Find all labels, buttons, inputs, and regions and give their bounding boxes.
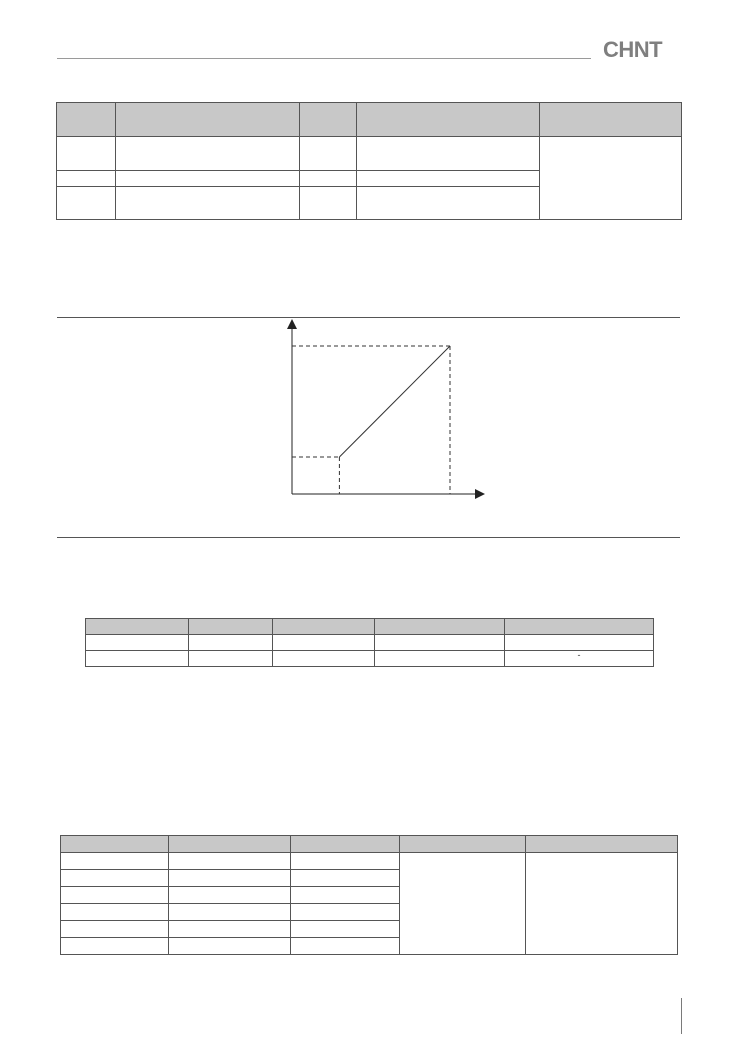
table-cell	[273, 651, 375, 667]
table-cell	[273, 635, 375, 651]
table-cell	[189, 635, 273, 651]
table-cell	[357, 187, 540, 220]
table-cell	[375, 635, 505, 651]
table-header-row	[86, 619, 654, 635]
table-cell	[291, 938, 400, 955]
table-cell-dash	[505, 651, 654, 667]
table-row	[86, 651, 654, 667]
table-cell	[61, 921, 169, 938]
merged-cell	[540, 137, 682, 220]
table-cell	[61, 904, 169, 921]
table-cell	[375, 651, 505, 667]
table-cell	[116, 137, 300, 171]
table-cell	[357, 137, 540, 171]
table-cell	[291, 904, 400, 921]
header-cell	[116, 103, 300, 137]
table-header-row	[61, 836, 678, 853]
table-cell	[61, 870, 169, 887]
table-cell	[291, 870, 400, 887]
table-cell	[169, 870, 291, 887]
table-cell	[291, 921, 400, 938]
characteristic-curve-chart	[270, 318, 490, 514]
header-cell	[357, 103, 540, 137]
table-cell	[169, 887, 291, 904]
table-cell	[57, 187, 116, 220]
figure-bottom-rule	[57, 537, 680, 538]
parameter-table-1	[56, 102, 682, 220]
table-cell	[505, 635, 654, 651]
dash-mark: -	[577, 650, 581, 660]
table-cell	[169, 921, 291, 938]
header-cell	[375, 619, 505, 635]
header-cell	[57, 103, 116, 137]
header-cell	[169, 836, 291, 853]
merged-cell	[400, 853, 526, 955]
table-cell	[86, 651, 189, 667]
header-cell	[189, 619, 273, 635]
table-header-row	[57, 103, 682, 137]
table-cell	[61, 887, 169, 904]
header-cell	[273, 619, 375, 635]
table-cell	[300, 187, 357, 220]
chnt-logo	[603, 38, 681, 60]
table-cell	[86, 635, 189, 651]
table-cell	[169, 938, 291, 955]
page-edge-rule	[681, 998, 682, 1034]
header-cell	[400, 836, 526, 853]
parameter-table-3	[60, 835, 678, 955]
header-cell	[300, 103, 357, 137]
table-cell	[300, 137, 357, 171]
characteristic-line	[339, 346, 450, 457]
table-cell	[291, 887, 400, 904]
table-cell	[169, 904, 291, 921]
parameter-table-2	[85, 618, 654, 667]
dashed-guides	[292, 346, 450, 494]
table-cell	[169, 853, 291, 870]
header-rule	[57, 58, 591, 59]
table-row	[61, 853, 678, 870]
table-row	[86, 635, 654, 651]
table-cell	[61, 938, 169, 955]
table-cell	[57, 171, 116, 187]
header-cell	[540, 103, 682, 137]
header-cell	[526, 836, 678, 853]
merged-cell	[526, 853, 678, 955]
table-cell	[116, 187, 300, 220]
table-cell	[61, 853, 169, 870]
header-cell	[291, 836, 400, 853]
table-cell	[189, 651, 273, 667]
table-cell	[291, 853, 400, 870]
header-cell	[86, 619, 189, 635]
logo-text: CHNT	[603, 38, 663, 60]
table-cell	[57, 137, 116, 171]
header-cell	[505, 619, 654, 635]
table-row	[57, 137, 682, 171]
header-cell	[61, 836, 169, 853]
table-cell	[357, 171, 540, 187]
table-cell	[116, 171, 300, 187]
table-cell	[300, 171, 357, 187]
